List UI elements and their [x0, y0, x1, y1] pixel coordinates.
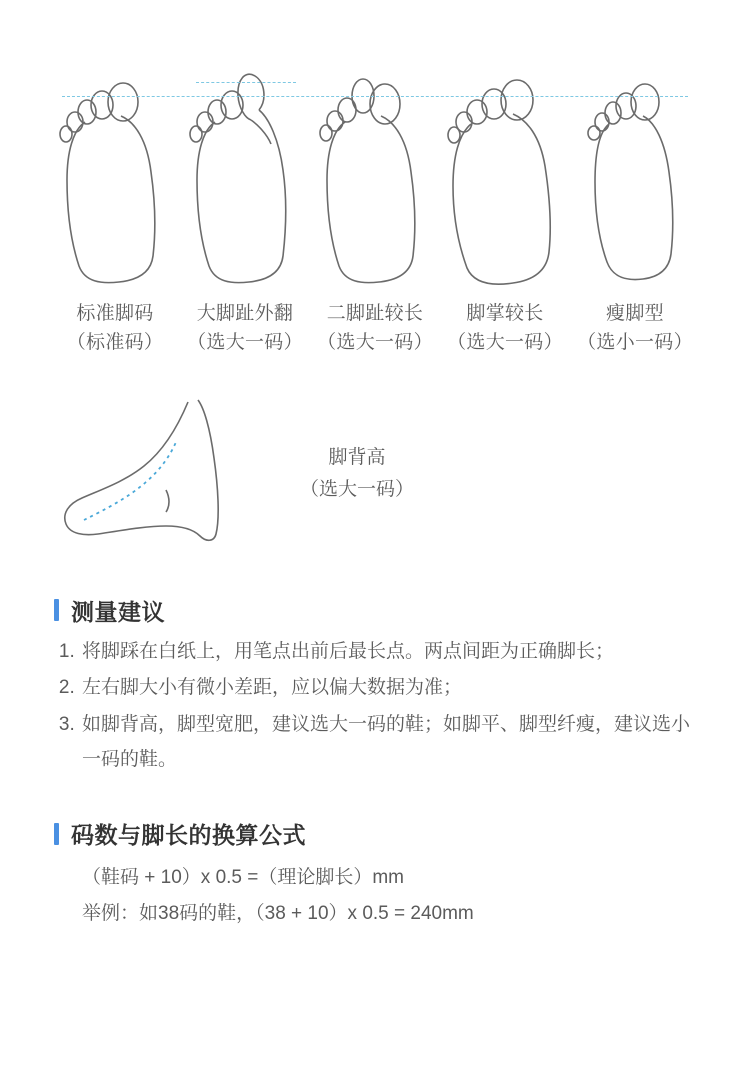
list-item: 1. 将脚踩在白纸上，用笔点出前后最长点。两点间距为正确脚长； [80, 635, 696, 670]
foot-outline-narrow-icon [575, 60, 695, 285]
foot-type-advice: （选大一码） [447, 332, 563, 354]
high-instep-advice: （选大一码） [300, 478, 415, 500]
foot-type-long-second-toe [310, 60, 440, 358]
foot-type-advice: （选大一码） [187, 332, 303, 354]
foot-types-section [0, 0, 750, 358]
reference-dash-line-long [62, 96, 688, 97]
formula-title: 码数与脚长的换算公式 [71, 822, 306, 849]
foot-type-advice: （选小一码） [577, 332, 693, 354]
high-instep-name: 脚背高 [328, 446, 386, 468]
foot-outline-long-second-toe-icon [315, 60, 435, 285]
foot-type-name: 瘦脚型 [606, 303, 664, 324]
foot-type-name: 二脚趾较长 [326, 303, 424, 324]
foot-type-standard [50, 60, 180, 358]
heading-accent-bar [54, 823, 59, 845]
measure-tips-list [54, 635, 696, 777]
foot-type-bunion [180, 60, 310, 358]
foot-type-long-sole [440, 60, 570, 358]
foot-type-advice: （标准码） [66, 332, 164, 354]
foot-type-name: 大脚趾外翻 [196, 303, 294, 324]
list-item: 2. 左右脚大小有微小差距，应以偏大数据为准； [80, 671, 696, 706]
foot-side-profile-icon [58, 394, 258, 554]
formula-body [82, 860, 696, 932]
formula-line-2: 举例：如38码的鞋，（38 + 10）x 0.5 = 240mm [82, 903, 474, 925]
foot-type-long-second-toe-labels [317, 299, 433, 358]
list-item: 3. 如脚背高，脚型宽肥，建议选大一码的鞋；如脚平、脚型纤瘦，建议选小一码的鞋。 [80, 708, 696, 777]
formula-heading [54, 817, 696, 850]
instep-dashed-curve [84, 442, 176, 520]
foot-type-name: 标准脚码 [76, 303, 154, 324]
foot-type-long-sole-labels [447, 299, 563, 358]
formula-block [0, 817, 750, 932]
foot-outline-bunion-icon [185, 60, 305, 285]
foot-type-advice: （选大一码） [317, 332, 433, 354]
foot-type-narrow-labels [577, 299, 693, 358]
measure-tips-heading [54, 594, 696, 627]
foot-outline-standard-icon [55, 60, 175, 285]
foot-type-narrow [570, 60, 700, 358]
foot-type-bunion-labels [187, 299, 303, 358]
foot-type-name: 脚掌较长 [466, 303, 544, 324]
foot-outline-long-sole-icon [445, 60, 565, 285]
measure-tips-title: 测量建议 [71, 598, 165, 625]
foot-types-row [0, 60, 750, 358]
reference-dash-line-short [196, 82, 296, 83]
formula-line-1: （鞋码 + 10）x 0.5 =（理论脚长）mm [82, 867, 405, 889]
high-instep-section [0, 394, 750, 554]
heading-accent-bar [54, 599, 59, 621]
foot-type-standard-labels [67, 299, 164, 358]
high-instep-labels [300, 442, 414, 507]
measure-tips-block [0, 594, 750, 777]
